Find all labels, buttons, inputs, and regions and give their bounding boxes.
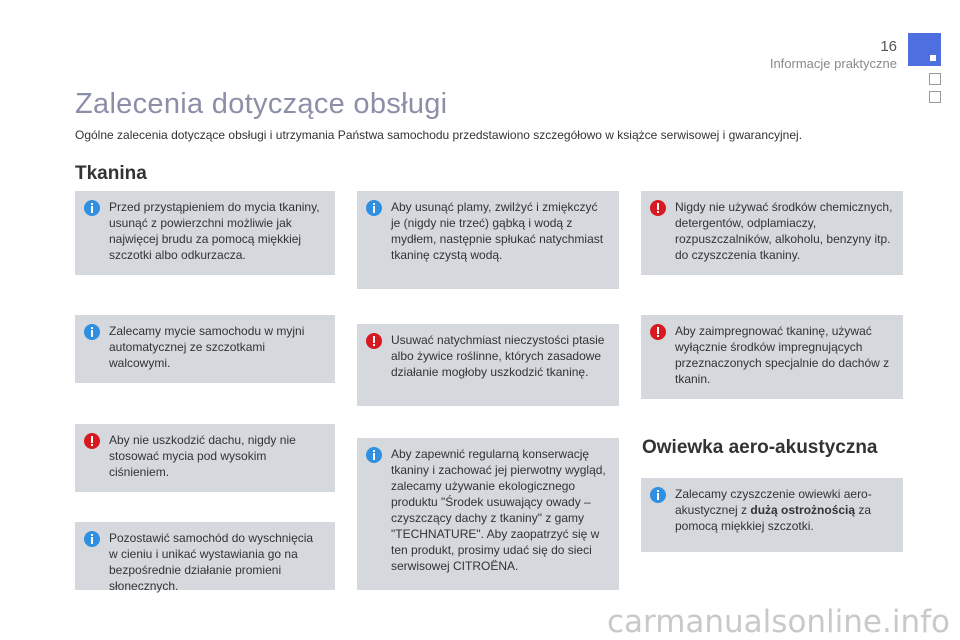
note-text: Aby zaimpregnować tkaninę, używać wyłącznie środków impregnujących przeznaczonych specjalnie do dachów z tkanin. [675, 324, 890, 386]
note-text: Usuwać natychmiast nieczystości ptasie albo żywice roślinne, których zasadowe działanie mogłoby uszkodzić tkaninę. [391, 333, 605, 379]
note-box [641, 478, 903, 552]
note-box [357, 324, 619, 406]
note-text: Zalecamy mycie samochodu w myjni automatycznej ze szczotkami walcowymi. [109, 324, 305, 370]
info-icon [366, 200, 382, 216]
warning-icon [84, 433, 100, 449]
note-text: Nigdy nie używać środków chemicznych, detergentów, odplamiaczy, rozpuszczalników, alkoholu, benzyny itp. do czyszczenia tkaniny. [675, 200, 893, 262]
section-heading-tkanina: Tkanina [75, 163, 147, 184]
note-box [75, 191, 335, 275]
info-icon [650, 487, 666, 503]
note-box [357, 438, 619, 590]
note-box [641, 191, 903, 275]
note-emphasis: dużą ostrożnością [750, 503, 856, 517]
page-nav-square[interactable] [929, 91, 941, 103]
warning-icon [366, 333, 382, 349]
page-nav-square[interactable] [929, 73, 941, 85]
section-header: Informacje praktyczne [769, 56, 897, 71]
watermark: carmanualsonline.info [606, 604, 950, 640]
intro-text: Ogólne zalecenia dotyczące obsługi i utrzymania Państwa samochodu przedstawiono szczegółowo w książce serwisowej i gwarancyjnej. [75, 128, 803, 142]
page-number: 16 [880, 38, 897, 55]
info-icon [84, 324, 100, 340]
note-box [357, 191, 619, 289]
note-text: Aby nie uszkodzić dachu, nigdy nie stosować mycia pod wysokim ciśnieniem. [109, 433, 296, 479]
note-box [75, 424, 335, 492]
info-icon [84, 200, 100, 216]
page-nav-active[interactable] [908, 33, 941, 66]
info-icon [84, 531, 100, 547]
info-icon [366, 447, 382, 463]
note-text: Aby zapewnić regularną konserwację tkaniny i zachować jej pierwotny wygląd, zalecamy używanie ekologicznego produktu "Środek usuwający owady – czyszczący dachy z tkaniny" z gamy "TECHNATURE". Aby zaopatrzyć się w ten produkt, prosimy udać się do sieci serwisowej CITROËNA. [391, 447, 606, 573]
warning-icon [650, 200, 666, 216]
note-box [641, 315, 903, 399]
page-title: Zalecenia dotyczące obsługi [75, 88, 448, 120]
note-text: Aby usunąć plamy, zwilżyć i zmiękczyć je (nigdy nie trzeć) gąbką i wodą z mydłem, następnie spłukać natychmiast tkaninę czystą wodą. [391, 200, 604, 262]
note-text [675, 487, 872, 533]
section-heading-owiewka: Owiewka aero-akustyczna [642, 437, 878, 458]
note-box [75, 522, 335, 593]
warning-icon [650, 324, 666, 340]
note-text-part: za pomocą miękkiej szczotki. [675, 503, 872, 533]
note-text-part: Zalecamy czyszczenie owiewki aero-akustycznej z [675, 487, 872, 517]
note-box [75, 315, 335, 383]
note-text: Przed przystąpieniem do mycia tkaniny, usunąć z powierzchni możliwie jak najwięcej brudu za pomocą miękkiej szczotki albo odkurzacza. [109, 200, 320, 262]
note-text: Pozostawić samochód do wyschnięcia w cieniu i unikać wystawiania go na bezpośrednie działanie promieni słonecznych. [109, 531, 314, 593]
